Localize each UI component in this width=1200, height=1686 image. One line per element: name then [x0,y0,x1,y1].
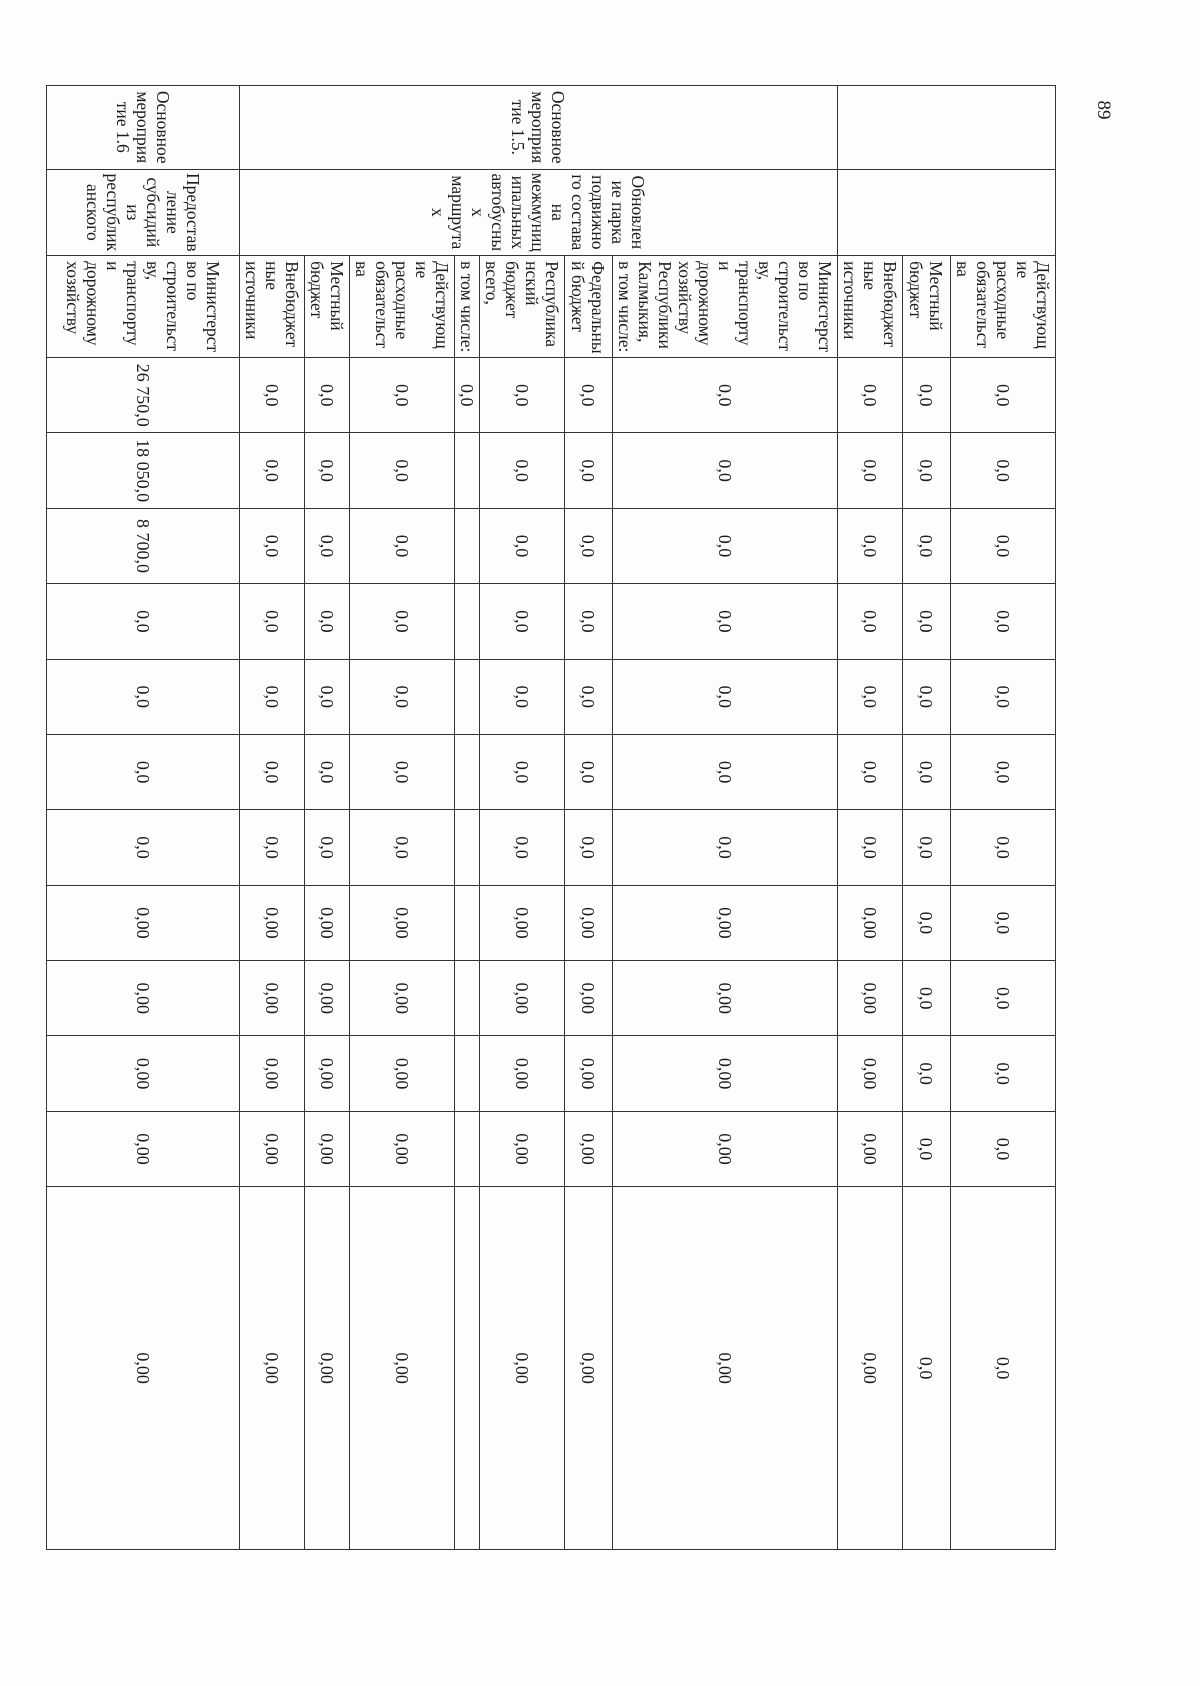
value-cell: 0,00 [613,885,838,960]
value-cell [455,1036,480,1111]
value-cell: 0,0 [565,584,613,659]
value-cell: 0,0 [613,508,838,583]
value-cell: 0,0 [305,659,350,734]
value-cell: 0,0 [350,508,455,583]
value-cell: 0,0 [47,734,240,809]
value-cell: 0,0 [903,885,951,960]
value-cell: 0,00 [47,885,240,960]
value-cell [455,1187,480,1550]
value-cell [455,584,480,659]
value-cell: 0,00 [613,961,838,1036]
value-cell: 0,00 [613,1111,838,1186]
value-cell: 0,00 [613,1036,838,1111]
value-cell: 0,00 [47,1036,240,1111]
table-row [565,86,613,1550]
value-cell: 0,0 [838,433,903,508]
value-cell: 0,0 [613,433,838,508]
value-cell: 0,00 [565,1111,613,1186]
value-cell: 0,0 [951,1036,1056,1111]
value-cell: 0,0 [240,810,305,885]
page-number: 89 [1093,100,1114,120]
value-cell: 0,0 [350,659,455,734]
value-cell: 0,0 [350,433,455,508]
source-cell: в том числе: [455,256,480,358]
value-cell: 0,0 [565,659,613,734]
value-cell: 0,0 [903,1187,951,1550]
value-cell [455,885,480,960]
measure-cell: Основное мероприятие 1.5. [240,86,838,170]
value-cell: 0,0 [565,358,613,433]
value-cell: 0,0 [305,810,350,885]
value-cell: 0,0 [613,810,838,885]
value-cell: 0,0 [47,584,240,659]
value-cell: 0,00 [305,1187,350,1550]
value-cell: 0,0 [903,1111,951,1186]
table-body [47,86,1056,1550]
value-cell: 0,0 [305,734,350,809]
value-cell: 0,00 [240,1111,305,1186]
value-cell: 0,0 [903,961,951,1036]
value-cell: 0,0 [240,584,305,659]
value-cell: 0,0 [951,433,1056,508]
value-cell: 0,00 [480,961,565,1036]
source-cell: Действующие расходные обязательства [951,256,1056,358]
value-cell: 0,0 [903,584,951,659]
value-cell: 0,0 [565,734,613,809]
name-cell: Обновление парка подвижного состава на межмуниципальных автобусных маршрутах [240,169,838,256]
value-cell: 0,0 [838,810,903,885]
value-cell: 0,0 [951,584,1056,659]
table-row [350,86,455,1550]
value-cell: 0,00 [350,1187,455,1550]
value-cell [455,810,480,885]
value-cell: 0,00 [480,1036,565,1111]
value-cell: 0,00 [305,1111,350,1186]
value-cell: 0,0 [455,358,480,433]
value-cell: 0,0 [565,508,613,583]
value-cell: 0,0 [951,1111,1056,1186]
value-cell: 0,0 [903,508,951,583]
value-cell: 0,00 [47,961,240,1036]
table-row [305,86,350,1550]
value-cell: 0,0 [565,433,613,508]
table-row [455,86,480,1550]
name-cell [838,169,1056,256]
source-cell: Внебюджетные источники [838,256,903,358]
value-cell: 0,0 [903,358,951,433]
value-cell: 0,0 [613,659,838,734]
value-cell: 0,00 [838,885,903,960]
value-cell: 0,0 [305,508,350,583]
value-cell: 0,0 [838,508,903,583]
value-cell: 0,0 [838,584,903,659]
value-cell: 0,00 [305,961,350,1036]
value-cell: 0,0 [350,358,455,433]
value-cell: 0,0 [240,508,305,583]
value-cell: 0,00 [565,961,613,1036]
value-cell: 0,00 [240,961,305,1036]
value-cell: 0,0 [613,584,838,659]
value-cell: 0,0 [903,734,951,809]
value-cell: 0,00 [350,1111,455,1186]
table-row [903,86,951,1550]
value-cell: 18 050,0 [47,433,240,508]
value-cell: 0,00 [565,1187,613,1550]
value-cell: 0,0 [951,358,1056,433]
source-cell: Местный бюджет [305,256,350,358]
value-cell: 0,00 [838,1187,903,1550]
value-cell: 0,0 [903,433,951,508]
value-cell: 0,0 [240,659,305,734]
value-cell: 0,0 [480,810,565,885]
value-cell: 0,0 [480,734,565,809]
value-cell: 0,0 [480,433,565,508]
source-cell: Внебюджетные источники [240,256,305,358]
value-cell [455,659,480,734]
value-cell: 0,0 [613,358,838,433]
table-row [47,86,240,1550]
value-cell: 0,0 [951,885,1056,960]
source-cell: Республиканский бюджет всего, [480,256,565,358]
table-row [838,86,903,1550]
value-cell: 0,0 [951,508,1056,583]
value-cell [455,734,480,809]
value-cell: 0,0 [480,358,565,433]
value-cell: 0,0 [951,810,1056,885]
value-cell: 0,00 [565,1036,613,1111]
source-cell: Действующие расходные обязательства [350,256,455,358]
value-cell: 0,0 [240,734,305,809]
value-cell: 0,00 [47,1187,240,1550]
value-cell: 0,0 [350,734,455,809]
value-cell: 0,0 [951,961,1056,1036]
value-cell: 0,0 [903,659,951,734]
value-cell: 0,00 [350,961,455,1036]
value-cell: 0,0 [838,358,903,433]
value-cell: 0,0 [305,358,350,433]
value-cell: 0,00 [613,1187,838,1550]
table-row [240,86,305,1550]
name-cell: Предоставление субсидий из республиканского [47,169,240,256]
value-cell: 0,0 [613,734,838,809]
value-cell: 0,0 [951,734,1056,809]
value-cell: 26 750,0 [47,358,240,433]
value-cell: 0,0 [951,1187,1056,1550]
value-cell [455,1111,480,1186]
value-cell: 0,0 [903,1036,951,1111]
source-cell: Местный бюджет [903,256,951,358]
value-cell: 0,00 [47,1111,240,1186]
value-cell: 0,00 [240,1036,305,1111]
value-cell: 0,00 [240,1187,305,1550]
value-cell: 0,00 [480,1187,565,1550]
value-cell: 0,00 [565,885,613,960]
value-cell: 0,00 [838,1036,903,1111]
value-cell: 0,00 [838,961,903,1036]
value-cell: 8 700,0 [47,508,240,583]
table-row [613,86,838,1550]
value-cell: 0,0 [838,734,903,809]
value-cell: 0,00 [480,885,565,960]
value-cell: 0,00 [350,1036,455,1111]
value-cell: 0,0 [903,810,951,885]
rotated-table-wrapper [63,85,1056,1550]
value-cell: 0,00 [305,1036,350,1111]
value-cell: 0,00 [305,885,350,960]
table-row [951,86,1056,1550]
value-cell: 0,0 [350,584,455,659]
table-row [480,86,565,1550]
value-cell: 0,0 [350,810,455,885]
value-cell: 0,0 [565,810,613,885]
value-cell: 0,00 [350,885,455,960]
source-cell: Министерство по строительству, транспорту и дорожному хозяйству [47,256,240,358]
value-cell: 0,0 [240,358,305,433]
value-cell: 0,0 [480,659,565,734]
budget-table [46,85,1056,1550]
value-cell: 0,00 [480,1111,565,1186]
value-cell: 0,0 [47,659,240,734]
source-cell: Федеральный бюджет [565,256,613,358]
value-cell: 0,0 [47,810,240,885]
value-cell: 0,00 [240,885,305,960]
value-cell [455,961,480,1036]
value-cell: 0,0 [480,584,565,659]
value-cell: 0,0 [305,433,350,508]
source-cell: Министерство по строительству, транспорту и дорожному хозяйству Республики Калмыкия, в том числе: [613,256,838,358]
value-cell: 0,0 [951,659,1056,734]
measure-cell [838,86,1056,170]
measure-cell: Основное мероприятие 1.6 [47,86,240,170]
value-cell: 0,00 [838,1111,903,1186]
value-cell: 0,0 [480,508,565,583]
value-cell [455,508,480,583]
value-cell: 0,0 [305,584,350,659]
value-cell: 0,0 [240,433,305,508]
value-cell [455,433,480,508]
value-cell: 0,0 [838,659,903,734]
